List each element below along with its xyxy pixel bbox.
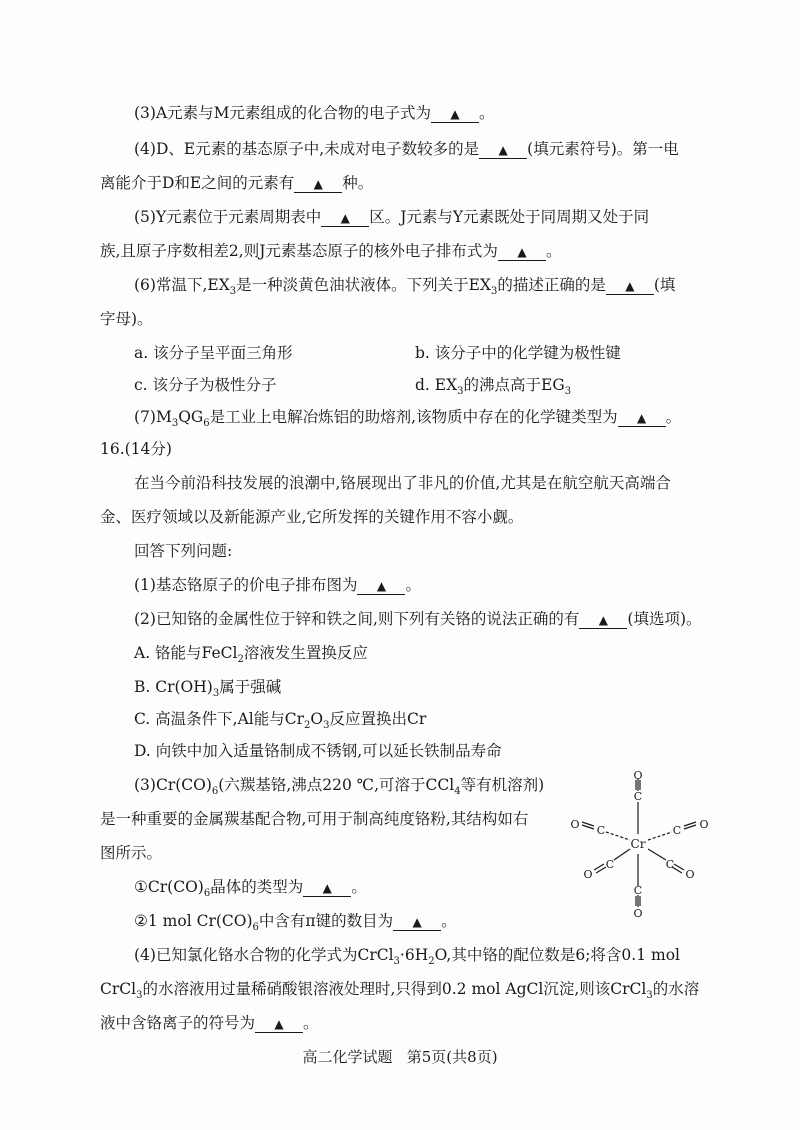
q15-part4-line2: 离能介于D和E之间的元素有 ▲ 种。 (100, 174, 374, 192)
bond-right-back (648, 832, 672, 840)
bond-left-back (606, 832, 630, 840)
option-b: b. 该分子中的化学键为极性键 (415, 344, 621, 362)
answer-blank[interactable]: ▲ (357, 578, 405, 595)
q15-part5-line2: 族,且原子序数相差2,则J元素基态原子的核外电子排布式为 ▲ 。 (100, 242, 562, 260)
atom-C-bottom: C (633, 884, 643, 897)
cr-co6-structure-diagram (566, 770, 716, 920)
answer-blank[interactable]: ▲ (579, 612, 627, 629)
q15-part4-line1: (4)D、E元素的基态原子中,未成对电子数较多的是 ▲ (填元素符号)。第一电 (134, 140, 679, 158)
q16-part4-line1: (4)已知氯化铬水合物的化学式为$CrCl_3\cdot 6H_2O$,其中铬的配位数是6;将含0.1 mol (134, 946, 680, 968)
bond-left-front (614, 849, 630, 860)
atom-C-lower-right: C (665, 858, 675, 871)
q16-option-B: B. $Cr(OH)_3$属于强碱 (134, 678, 282, 700)
atom-C-left: C (596, 824, 606, 837)
answer-blank[interactable]: ▲ (321, 210, 369, 227)
q16-part3-line2: 是一种重要的金属羰基配合物,可用于制高纯度铬粉,其结构如右 (100, 810, 529, 828)
answer-blank[interactable]: ▲ (618, 410, 666, 427)
answer-blank[interactable]: ▲ (431, 106, 479, 123)
q16-intro-line1: 在当今前沿科技发展的浪潮中,铬展现出了非凡的价值,尤其是在航空航天高端合 (134, 474, 671, 492)
answer-blank[interactable]: ▲ (498, 244, 546, 261)
atom-O-top: O (633, 770, 643, 782)
q16-part3-line1: $(3)Cr(CO)_6$(六羰基铬,沸点220 ℃,可溶于CCl$_4$等有机溶剂) (134, 776, 545, 798)
q16-part3-ii: ②1 mol $Cr(CO)_6$中含有π键的数目为 ▲ 。 (134, 912, 457, 934)
q16-part4-line3: 液中含铬离子的符号为 ▲ 。 (100, 1014, 319, 1032)
option-d: d. $EX_3$的沸点高于$EG_3$ (415, 376, 572, 398)
q15-part7: $(7)M_3QG_6$是工业上电解冶炼铝的助熔剂,该物质中存在的化学键类型为 ▲ 。 (134, 408, 682, 430)
q16-part3-i: $①Cr(CO)_6$晶体的类型为 ▲ 。 (134, 878, 367, 900)
answer-blank[interactable]: ▲ (255, 1016, 303, 1033)
q16-option-A: A. 铬能与FeCl$_2$溶液发生置换反应 (134, 644, 368, 666)
q15-part5-line1: (5)Y元素位于元素周期表中 ▲ 区。J元素与Y元素既处于同周期又处于同 (134, 208, 650, 226)
q16-answer-prompt: 回答下列问题: (134, 542, 233, 560)
atom-C-top: C (633, 790, 643, 803)
answer-blank[interactable]: ▲ (393, 914, 441, 931)
atom-C-lower-left: C (605, 858, 615, 871)
q16-part1: (1)基态铬原子的价电子排布图为 ▲ 。 (134, 576, 421, 594)
q16-part3-line3: 图所示。 (100, 844, 163, 862)
atom-O-right: O (699, 818, 709, 831)
q16-option-C: C. 高温条件下,Al能与$Cr_2O_3$反应置换出Cr (134, 710, 427, 732)
q16-intro-line2: 金、医疗领域以及新能源产业,它所发挥的关键作用不容小觑。 (100, 508, 524, 526)
question-16-header: 16.(14分) (100, 440, 172, 458)
answer-blank[interactable]: ▲ (606, 278, 654, 295)
atom-O-bottom: O (633, 907, 643, 920)
option-a: a. 该分子呈平面三角形 (134, 344, 293, 362)
q15-part6-line1: (6)常温下$,EX_3$是一种淡黄色油状液体。下列关于$EX_3$的描述正确的是 ▲ (填 (134, 276, 676, 298)
q15-part3: (3)A元素与M元素组成的化合物的电子式为 ▲ 。 (134, 104, 495, 122)
q15-part6-line2: 字母)。 (100, 310, 153, 328)
page-footer (0, 1046, 800, 1067)
atom-O-lower-right: O (685, 868, 695, 881)
answer-blank[interactable]: ▲ (294, 176, 342, 193)
option-c: c. 该分子为极性分子 (134, 376, 277, 394)
atom-Cr-center: Cr (630, 837, 646, 851)
atom-C-right: C (672, 824, 682, 837)
q16-option-D: D. 向铁中加入适量铬制成不锈钢,可以延长铁制品寿命 (134, 742, 502, 760)
q16-part4-line2: CrCl$_3$的水溶液用过量稀硝酸银溶液处理时,只得到0.2 mol AgCl沉淀,则该CrCl$_3$的水溶 (100, 980, 700, 1002)
footer-subject: 高二化学试题 (302, 1048, 393, 1066)
q16-part2: (2)已知铬的金属性位于锌和铁之间,则下列有关铬的说法正确的有 ▲ (填选项)。 (134, 610, 702, 628)
atom-O-lower-left: O (583, 868, 593, 881)
answer-blank[interactable]: ▲ (479, 142, 527, 159)
footer-page: 第5页(共8页) (406, 1048, 498, 1066)
bond-right-front (648, 849, 666, 860)
answer-blank[interactable]: ▲ (303, 880, 351, 897)
atom-O-left: O (570, 818, 580, 831)
